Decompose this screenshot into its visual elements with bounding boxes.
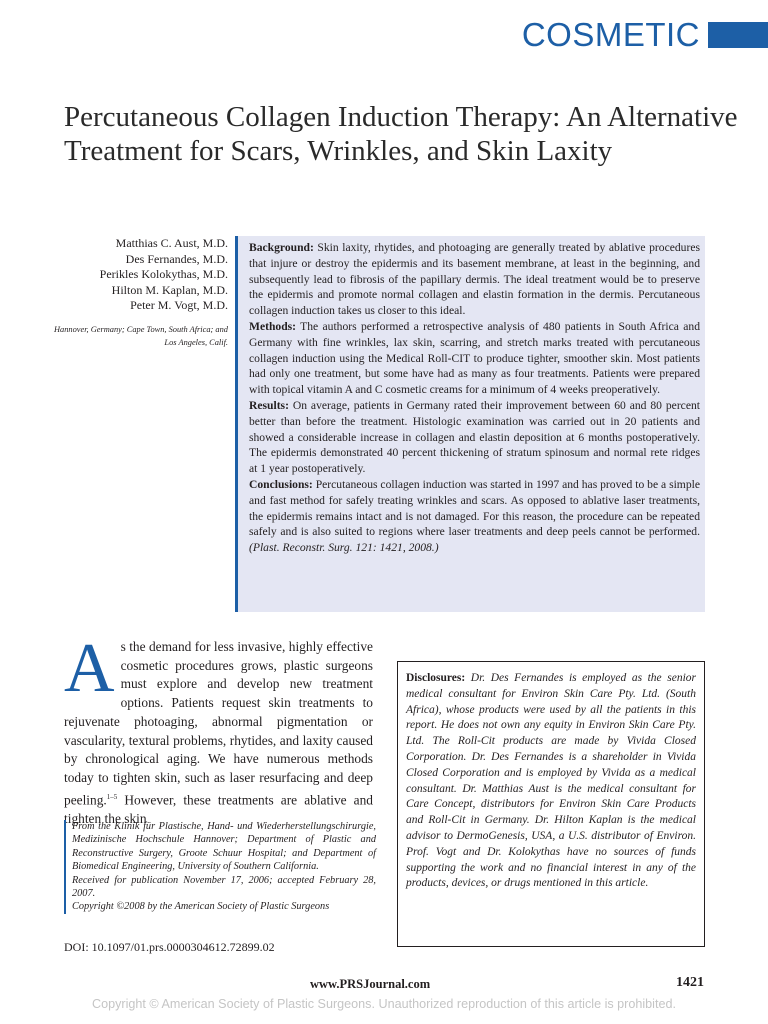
author-name: Peter M. Vogt, M.D. (130, 298, 228, 313)
disclosures-label: Disclosures: (406, 672, 466, 684)
footnote-origin: From the Klinik für Plastische, Hand- und Wiederherstellungschirurgie, Medizinische Hochschule Hannover; Department of Plastic and Reconstructive Surgery, Groote Schuur Hospital; and Department of Biomedical Engineering, University of Southern California. (72, 821, 376, 873)
conclusions-label: Conclusions: (249, 477, 313, 491)
disclosures-text: Dr. Des Fernandes is employed as the senior medical consultant for Environ Skin Care Pty. Ltd. (South Africa), whose products were used by all the patients in this report. He does not own any equity in Environ Skin Care Pty. Ltd. The Roll-Cit products are made by Vivida Closed Corporation. Dr. Des Fernandes is a shareholder in Vivida Closed Corporation and is employed by Vivida as a medical consultant. Dr. Matthias Aust is the medical consultant for Care Concept, distributors for Environ Skin Care Products and Roll-Cit in Germany. Dr. Hilton Kaplan is the medical advisor to DermoGenesis, USA, a U.S. distributor of Environ. Prof. Vogt and Dr. Kolokythas have no sources of funds supporting the work and no financial interest in any of the products, devices, or drugs mentioned in this article. (406, 672, 696, 890)
author-name: Hilton M. Kaplan, M.D. (111, 282, 228, 297)
abstract-conclusions (249, 477, 700, 556)
author-list (40, 236, 228, 349)
section-header (522, 14, 768, 56)
body-paragraph (64, 630, 373, 829)
abstract-results (249, 398, 700, 477)
author-name: Des Fernandes, M.D. (125, 251, 228, 266)
body-text-2: However, these treatments are ablative and tighten the skin (64, 792, 373, 826)
journal-url: www.PRSJournal.com (310, 977, 431, 991)
affiliation: Hannover, Germany; Cape Town, South Africa; and Los Angeles, Calif. (53, 324, 228, 347)
conclusions-text: Percutaneous collagen induction was started in 1997 and has proved to be a simple and fast method for safely treating wrinkles and scars. As opposed to ablative laser treatments, the epidermis remains intact and is not damaged. For this reason, the procedure can be repeated safely and is also suited to regions where laser treatments and deep peels cannot be performed. (249, 477, 700, 539)
body-text-1: s the demand for less invasive, highly effective cosmetic procedures grows, plastic surgeons must explore and develop new treatment options. Patients request skin treatments to rejuvenate photoaging, abnormal pigmentation or vascularity, textural problems, rhytides, and laxity caused by chronological aging. We have numerous methods today to tighten skin, such as laser resurfacing and deep peeling. (64, 639, 373, 808)
author-name: Matthias C. Aust, M.D. (115, 236, 228, 250)
abstract-methods (249, 319, 700, 398)
abstract-citation: (Plast. Reconstr. Surg. 121: 1421, 2008.) (249, 541, 439, 555)
section-color-bar (708, 22, 768, 48)
author-name: Perikles Kolokythas, M.D. (99, 267, 228, 282)
methods-label: Methods: (249, 319, 297, 333)
results-text: On average, patients in Germany rated their improvement between 60 and 80 percent better than before the treatment. Histologic examination was carried out in 20 patients and showed a considerable increase in collagen and elastin deposition at 6 months postoperatively. The epidermis demonstrated 40 percent thickening of stratum spinosum and normal rete ridges at 1 year postoperatively. (249, 398, 700, 476)
background-text: Skin laxity, rhytides, and photoaging are generally treated by ablative procedures that injure or destroy the epidermis and its basement membrane, at least in the beginning, and subsequently lead to fibrosis of the papillary dermis. The ideal treatment would be to preserve the epidermis and promote normal collagen and elastin formation in the dermis. Percutaneous collagen induction takes us closer to this ideal. (249, 241, 700, 318)
drop-cap: A (64, 630, 115, 707)
disclosures-box (397, 661, 705, 947)
article-title: Percutaneous Collagen Induction Therapy: An Alternative Treatment for Scars, Wrinkles, and Skin Laxity (64, 101, 738, 167)
abstract-background (249, 240, 700, 319)
author-footnote (64, 820, 376, 914)
doi-line: DOI: 10.1097/01.prs.0000304612.72899.02 (64, 940, 275, 954)
reference-superscript: 1–5 (106, 792, 118, 801)
results-label: Results: (249, 398, 289, 412)
methods-text: The authors performed a retrospective analysis of 480 patients in South Africa and Germany with fine wrinkles, lax skin, scarring, and stretch marks treated with percutaneous collagen induction using the Medical Roll-CIT to produce tighter, smoother skin. Most patients had only one treatment, but some have had as many as four treatments. Patients were prepared with topical vitamin A and C cosmetic creams for a minimum of 4 weeks preoperatively. (249, 319, 700, 397)
footnote-copyright: Copyright ©2008 by the American Society of Plastic Surgeons (72, 901, 330, 913)
page-number: 1421 (676, 975, 704, 990)
section-label: COSMETIC (521, 16, 700, 53)
footnote-received: Received for publication November 17, 2006; accepted February 28, 2007. (72, 874, 376, 900)
background-label: Background: (249, 241, 314, 254)
abstract-box (235, 236, 705, 612)
copyright-watermark: Copyright © American Society of Plastic Surgeons. Unauthorized reproduction of this article is prohibited. (92, 997, 676, 1011)
